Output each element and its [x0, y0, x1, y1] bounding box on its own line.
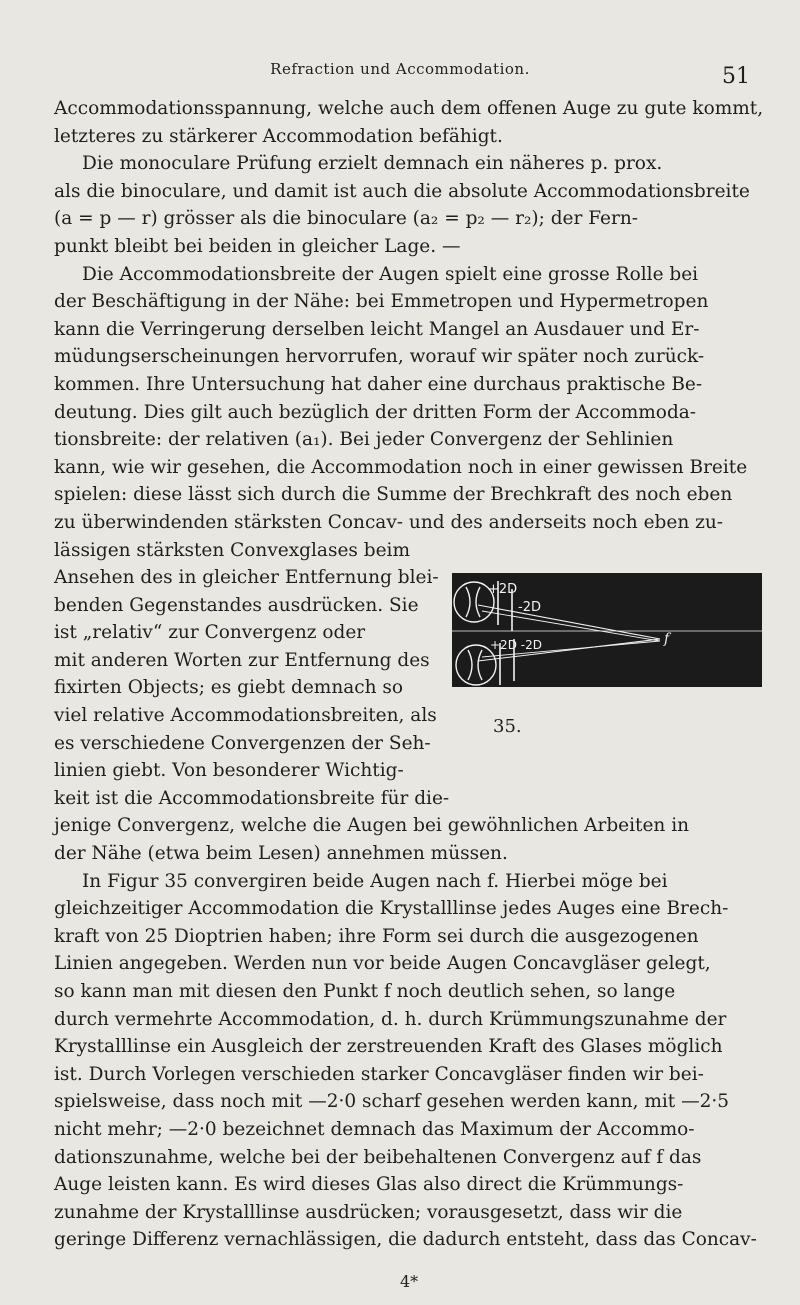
text-line: Ansehen des in gleicher Entfernung blei-	[54, 567, 439, 589]
text-line: nicht mehr; —2·0 bezeichnet demnach das Maximum der Accommo-	[54, 1118, 695, 1140]
text-line: Krystalllinse ein Ausgleich der zerstreuenden Kraft des Glases möglich	[54, 1036, 723, 1058]
label-plus-2d-top: +2D	[488, 582, 518, 597]
text-line: kann, wie wir gesehen, die Accommodation noch in einer gewissen Breite	[54, 456, 748, 478]
text-line: zunahme der Krystalllinse ausdrücken; vorausgesetzt, dass wir die	[54, 1201, 683, 1223]
text-line: (a = p — r) grösser als die binoculare (a₂ = p₂ — r₂); der Fern-	[54, 208, 638, 230]
page-number: 51	[722, 64, 750, 89]
text-line: deutung. Dies gilt auch bezüglich der dritten Form der Accommoda-	[54, 401, 697, 423]
text-line: kraft von 25 Dioptrien haben; ihre Form sei durch die ausgezogenen	[54, 925, 699, 947]
text-line: kommen. Ihre Untersuchung hat daher eine durchaus praktische Be-	[54, 373, 703, 395]
text-line: lässigen stärksten Convexglases beim	[54, 539, 411, 561]
printer-signature: 4*	[400, 1272, 419, 1291]
text-line: geringe Differenz vernachlässigen, die dadurch entsteht, dass das Concav-	[54, 1229, 757, 1251]
text-line: der Beschäftigung in der Nähe: bei Emmetropen und Hypermetropen	[54, 291, 709, 313]
figure-number: 35.	[493, 716, 522, 737]
label-f: f	[664, 631, 670, 647]
text-line: In Figur 35 convergiren beide Augen nach f. Hierbei möge bei	[82, 870, 668, 892]
text-line: mit anderen Worten zur Entfernung des	[54, 649, 430, 671]
figure-35	[452, 573, 762, 687]
text-line: ist. Durch Vorlegen verschieden starker Concavgläser finden wir bei-	[54, 1063, 704, 1085]
text-line: kann die Verringerung derselben leicht Mangel an Ausdauer und Er-	[54, 318, 700, 340]
text-line: so kann man mit diesen den Punkt f noch deutlich sehen, so lange	[54, 981, 676, 1002]
text-line: Linien angegeben. Werden nun vor beide Augen Concavgläser gelegt,	[54, 953, 711, 975]
text-line: Accommodationsspannung, welche auch dem offenen Auge zu gute kommt,	[54, 98, 764, 119]
text-line: durch vermehrte Accommodation, d. h. durch Krümmungszunahme der	[54, 1008, 727, 1030]
text-line: Die monoculare Prüfung erzielt demnach ein näheres p. prox.	[82, 153, 663, 175]
text-line: jenige Convergenz, welche die Augen bei gewöhnlichen Arbeiten in	[54, 815, 690, 837]
text-line: es verschiedene Convergenzen der Seh-	[54, 732, 431, 754]
text-line: zu überwindenden stärksten Concav- und des anderseits noch eben zu-	[54, 511, 724, 533]
convergence-diagram	[452, 573, 762, 687]
text-line: Die Accommodationsbreite der Augen spielt eine grosse Rolle bei	[82, 263, 699, 285]
text-line: gleichzeitiger Accommodation die Krystalllinse jedes Auges eine Brech-	[54, 898, 729, 920]
text-line: tionsbreite: der relativen (a₁). Bei jeder Convergenz der Sehlinien	[54, 429, 674, 451]
text-line: spielen: diese lässt sich durch die Summe der Brechkraft des noch eben	[54, 484, 733, 506]
text-line: dationszunahme, welche bei der beibehaltenen Convergenz auf f das	[54, 1146, 702, 1168]
text-line: als die binoculare, und damit ist auch die absolute Accommodationsbreite	[54, 180, 750, 202]
text-line: benden Gegenstandes ausdrücken. Sie	[54, 594, 419, 616]
text-line: Auge leisten kann. Es wird dieses Glas also direct die Krümmungs-	[54, 1174, 684, 1196]
text-line: viel relative Accommodationsbreiten, als	[54, 705, 437, 727]
text-line: linien giebt. Von besonderer Wichtig-	[54, 760, 404, 782]
label-mid: +2D -2D	[490, 638, 542, 652]
page-header	[30, 60, 770, 89]
text-line: fixirten Objects; es giebt demnach so	[54, 677, 404, 699]
text-line: müdungserscheinungen hervorrufen, worauf wir später noch zurück-	[54, 346, 705, 368]
text-line: ist „relativ“ zur Convergenz oder	[54, 622, 366, 644]
text-line: punkt bleibt bei beiden in gleicher Lage. —	[54, 235, 461, 257]
label-minus-2d-top: -2D	[518, 600, 541, 615]
text-line: letzteres zu stärkerer Accommodation befähigt.	[54, 125, 503, 147]
running-head: Refraction und Accommodation.	[270, 60, 530, 78]
text-line: spielsweise, dass noch mit —2·0 scharf gesehen werden kann, mit —2·5	[54, 1091, 730, 1113]
text-line: keit ist die Accommodationsbreite für die-	[54, 787, 450, 809]
text-line: der Nähe (etwa beim Lesen) annehmen müssen.	[54, 843, 508, 865]
